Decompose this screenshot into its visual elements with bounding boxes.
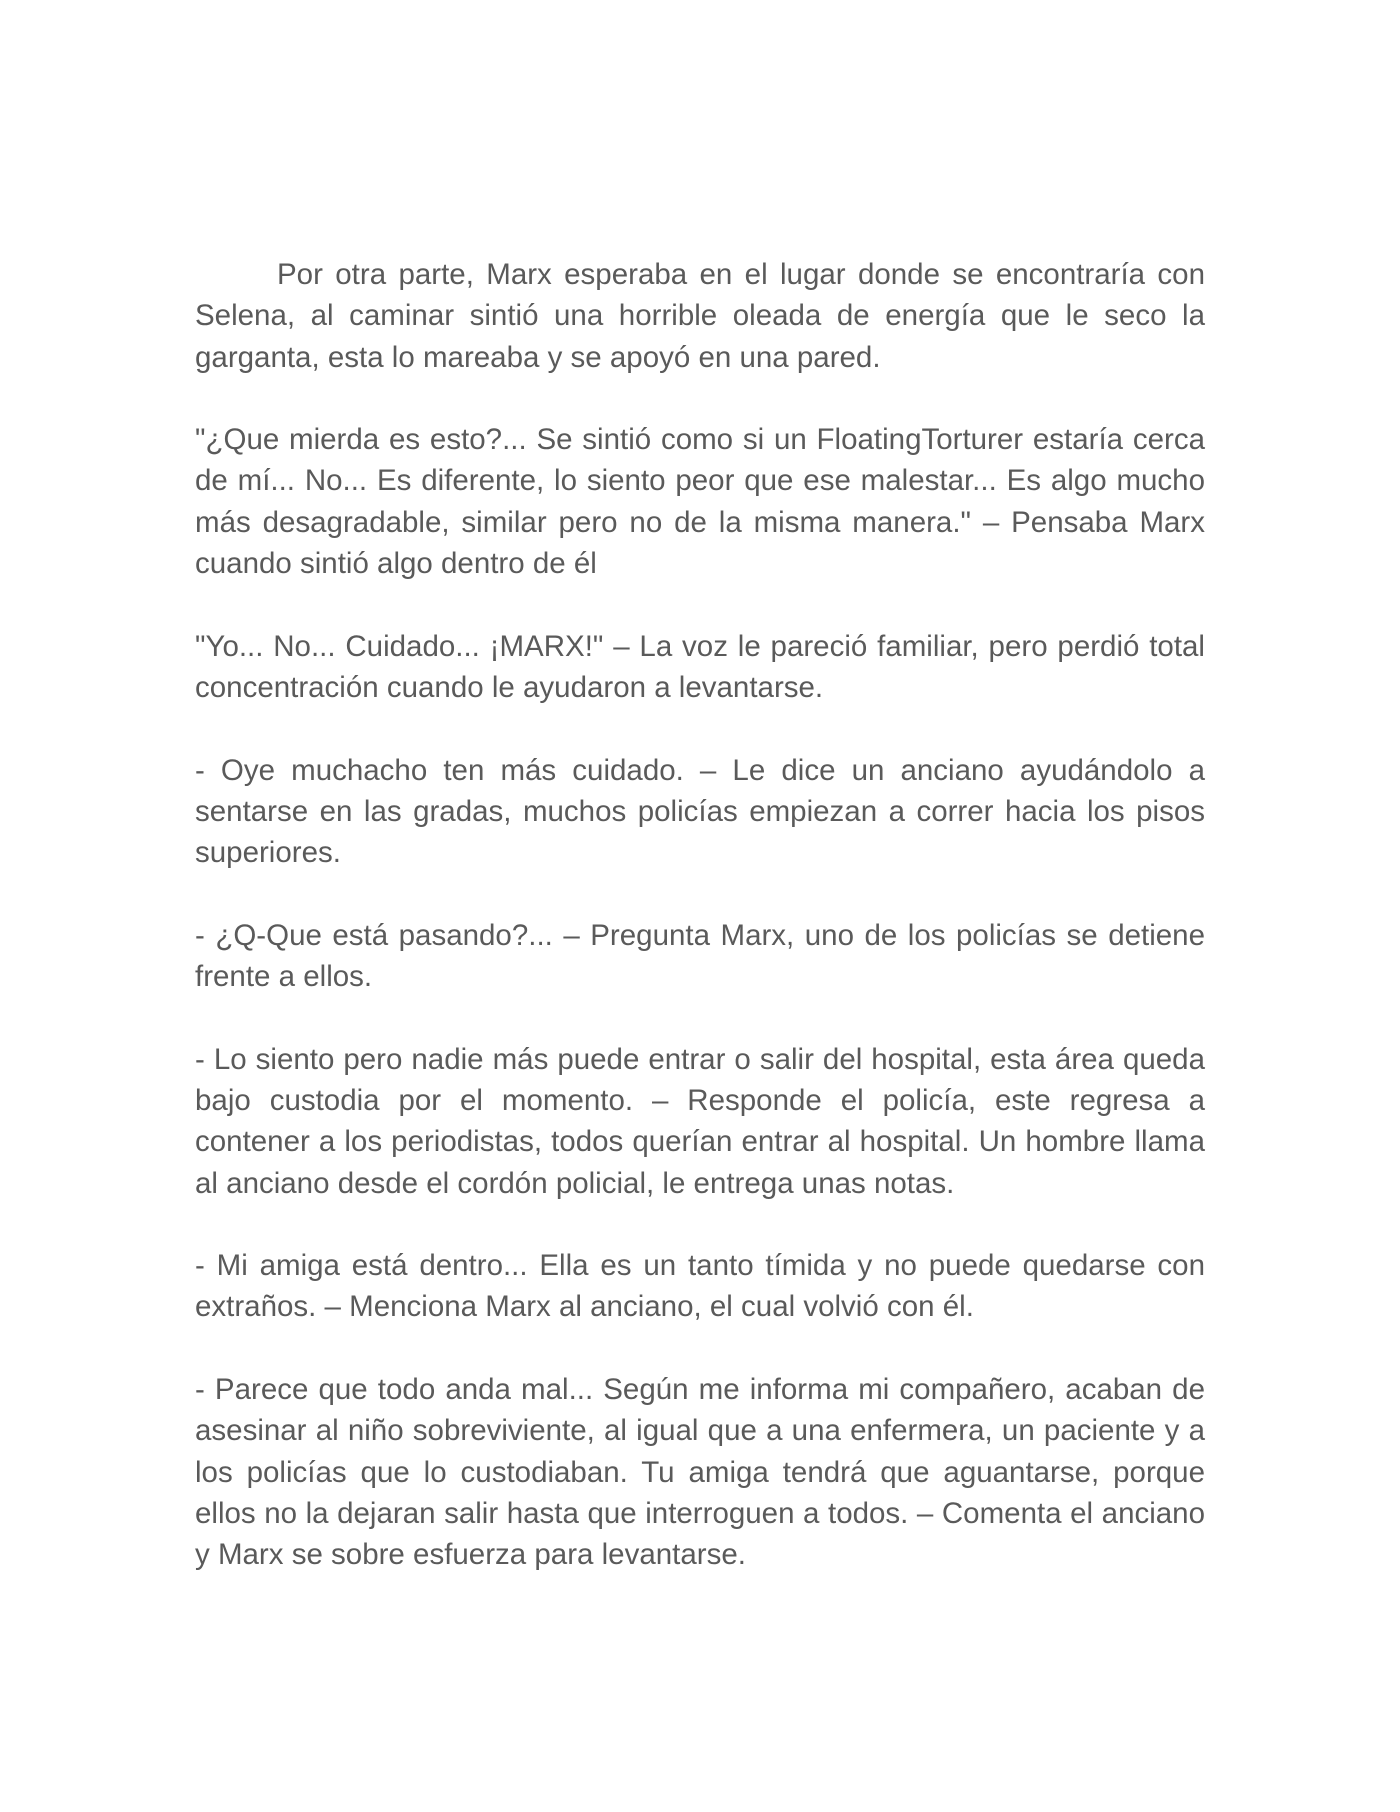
paragraph-3: "Yo... No... Cuidado... ¡MARX!" – La voz le pareció familiar, pero perdió total concentración cuando le ayudaron a levantarse. xyxy=(195,629,1205,704)
paragraph-6: - Lo siento pero nadie más puede entrar o salir del hospital, esta área queda bajo custodia por el momento. – Responde el policía, este regresa a contener a los periodistas, todos querían entrar al hospital. Un hombre llama al anciano desde el cordón policial, le entrega unas notas. xyxy=(195,1042,1205,1200)
paragraph-8: - Parece que todo anda mal... Según me informa mi compañero, acaban de asesinar al niño sobreviviente, al igual que a una enfermera, un paciente y a los policías que lo custodiaban. Tu amiga tendrá que aguantarse, porque ellos no la dejaran salir hasta que interroguen a todos. – Comenta el anciano y Marx se sobre esfuerza para levantarse. xyxy=(195,1373,1205,1572)
body-text xyxy=(195,254,1205,1576)
paragraph-4: - Oye muchacho ten más cuidado. – Le dice un anciano ayudándolo a sentarse en las gradas, muchos policías empiezan a correr hacia los pisos superiores. xyxy=(195,753,1205,870)
paragraph-7: - Mi amiga está dentro... Ella es un tanto tímida y no puede quedarse con extraños. – Menciona Marx al anciano, el cual volvió con él. xyxy=(195,1249,1205,1324)
paragraph-1: Por otra parte, Marx esperaba en el lugar donde se encontraría con Selena, al caminar sintió una horrible oleada de energía que le seco la garganta, esta lo mareaba y se apoyó en una pared. xyxy=(195,258,1205,374)
paragraph-5: - ¿Q-Que está pasando?... – Pregunta Marx, uno de los policías se detiene frente a ellos. xyxy=(195,918,1205,994)
paragraph-2: "¿Que mierda es esto?... Se sintió como si un FloatingTorturer estaría cerca de mí... No... Es diferente, lo siento peor que ese malestar... Es algo mucho más desagradable, similar pero no de la misma manera." – Pensaba Marx cuando sintió algo dentro de él xyxy=(195,423,1205,581)
